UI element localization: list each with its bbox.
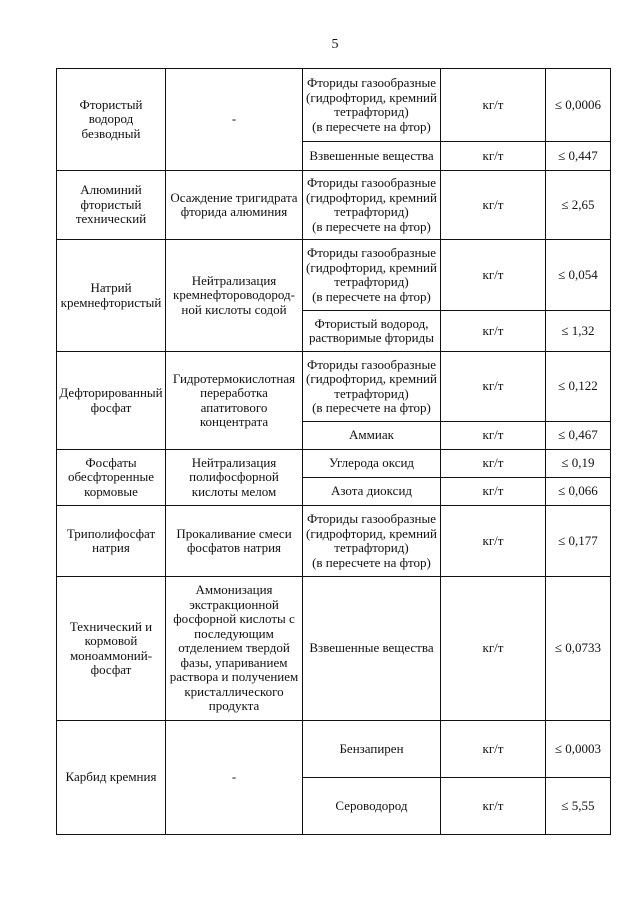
limit-cell: ≤ 0,447 xyxy=(546,142,611,171)
table-row xyxy=(57,69,611,142)
unit-cell: кг/т xyxy=(441,721,546,778)
limit-cell: ≤ 0,066 xyxy=(546,478,611,506)
substance-cell: Углерода оксид xyxy=(303,450,441,478)
substance-cell: Фториды газообразные (гидрофторид, кремний тетрафторид) (в пересчете на фтор) xyxy=(303,240,441,311)
substance-cell: Аммиак xyxy=(303,422,441,450)
substance-cell: Фториды газообразные (гидрофторид, кремний тетрафторид) (в пересчете на фтор) xyxy=(303,506,441,577)
process-cell: - xyxy=(166,69,303,171)
unit-cell: кг/т xyxy=(441,352,546,422)
substance-cell: Фториды газообразные (гидрофторид, кремний тетрафторид) (в пересчете на фтор) xyxy=(303,352,441,422)
table-row xyxy=(57,240,611,311)
unit-cell: кг/т xyxy=(441,171,546,240)
unit-cell: кг/т xyxy=(441,69,546,142)
limit-cell: ≤ 0,0006 xyxy=(546,69,611,142)
substance-cell: Взвешенные вещества xyxy=(303,577,441,721)
emissions-table xyxy=(56,68,611,835)
process-cell: Гидротермокислотная переработка апатитового концентрата xyxy=(166,352,303,450)
product-cell: Дефторированный фосфат xyxy=(57,352,166,450)
table-row xyxy=(57,352,611,422)
table-row xyxy=(57,721,611,778)
substance-cell: Фтористый водород, растворимые фториды xyxy=(303,311,441,352)
substance-cell: Взвешенные вещества xyxy=(303,142,441,171)
product-cell: Натрий кремнефтористый xyxy=(57,240,166,352)
limit-cell: ≤ 0,0733 xyxy=(546,577,611,721)
process-cell: Прокаливание смеси фосфатов натрия xyxy=(166,506,303,577)
limit-cell: ≤ 0,177 xyxy=(546,506,611,577)
unit-cell: кг/т xyxy=(441,142,546,171)
limit-cell: ≤ 5,55 xyxy=(546,778,611,835)
process-cell: - xyxy=(166,721,303,835)
process-cell: Нейтрализация полифосфорной кислоты мелом xyxy=(166,450,303,506)
unit-cell: кг/т xyxy=(441,506,546,577)
limit-cell: ≤ 0,467 xyxy=(546,422,611,450)
substance-cell: Азота диоксид xyxy=(303,478,441,506)
unit-cell: кг/т xyxy=(441,240,546,311)
product-cell: Триполифосфат натрия xyxy=(57,506,166,577)
substance-cell: Сероводород xyxy=(303,778,441,835)
product-cell: Фосфаты обесфторенные кормовые xyxy=(57,450,166,506)
page-number: 5 xyxy=(331,37,339,52)
process-cell: Аммонизация экстракционной фосфорной кислоты с последующим отделением твердой фазы, упариванием раствора и получением кристаллического продукта xyxy=(166,577,303,721)
unit-cell: кг/т xyxy=(441,778,546,835)
product-cell: Фтористый водород безводный xyxy=(57,69,166,171)
unit-cell: кг/т xyxy=(441,311,546,352)
limit-cell: ≤ 0,19 xyxy=(546,450,611,478)
product-cell: Карбид кремния xyxy=(57,721,166,835)
unit-cell: кг/т xyxy=(441,478,546,506)
limit-cell: ≤ 1,32 xyxy=(546,311,611,352)
unit-cell: кг/т xyxy=(441,450,546,478)
limit-cell: ≤ 0,122 xyxy=(546,352,611,422)
unit-cell: кг/т xyxy=(441,422,546,450)
limit-cell: ≤ 0,0003 xyxy=(546,721,611,778)
process-cell: Осаждение тригидрата фторида алюминия xyxy=(166,171,303,240)
substance-cell: Фториды газообразные (гидрофторид, кремний тетрафторид) (в пересчете на фтор) xyxy=(303,171,441,240)
limit-cell: ≤ 2,65 xyxy=(546,171,611,240)
process-cell: Нейтрализация кремнефтороводород- ной кислоты содой xyxy=(166,240,303,352)
limit-cell: ≤ 0,054 xyxy=(546,240,611,311)
product-cell: Алюминий фтористый технический xyxy=(57,171,166,240)
product-cell: Технический и кормовой моноаммоний- фосфат xyxy=(57,577,166,721)
table-row xyxy=(57,171,611,240)
substance-cell: Бензапирен xyxy=(303,721,441,778)
table-row xyxy=(57,577,611,721)
unit-cell: кг/т xyxy=(441,577,546,721)
substance-cell: Фториды газообразные (гидрофторид, кремний тетрафторид) (в пересчете на фтор) xyxy=(303,69,441,142)
table-row xyxy=(57,506,611,577)
table-row xyxy=(57,450,611,478)
